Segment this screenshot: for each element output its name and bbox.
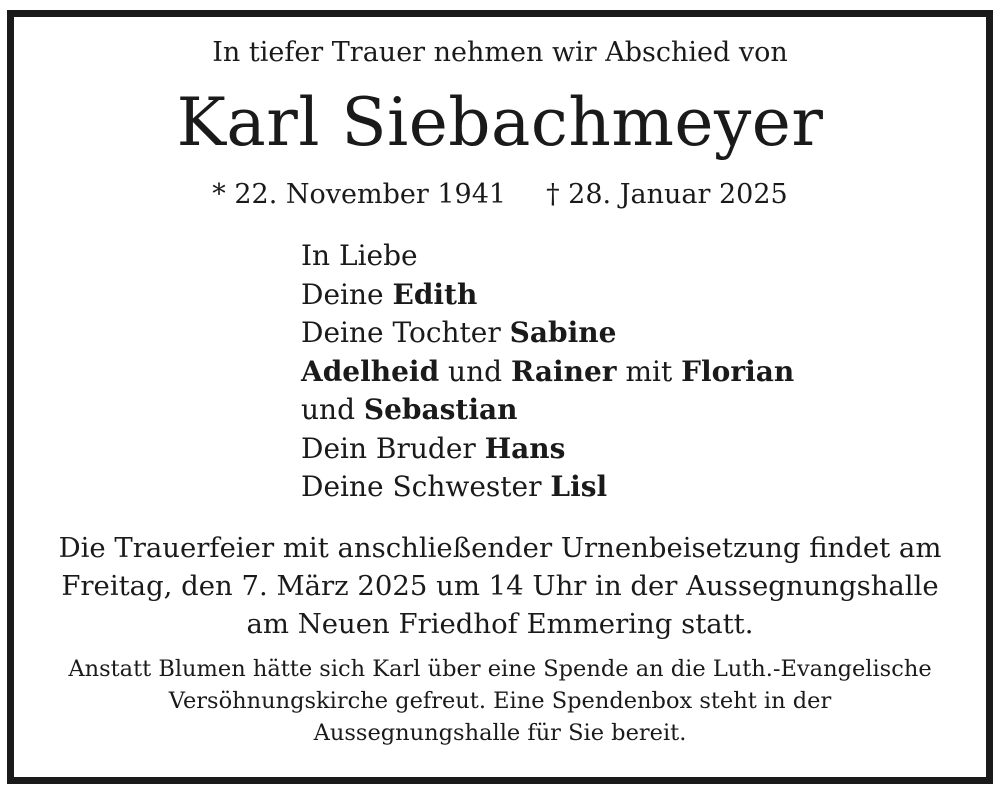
mourners-list — [301, 237, 794, 507]
deceased-name: Karl Siebachmeyer — [176, 84, 824, 161]
mourner-name: Sabine — [509, 316, 617, 349]
mourner-text: Deine Tochter — [301, 316, 510, 349]
mourner-name: Edith — [392, 277, 478, 311]
donation-line: Anstatt Blumen hätte sich Karl über eine Spende an die Luth.-Evangelische — [68, 656, 932, 682]
mourner-line — [301, 468, 794, 507]
donation-note — [14, 653, 986, 749]
mourner-line — [301, 276, 794, 315]
death-date: † 28. Januar 2025 — [546, 179, 788, 210]
mourner-text: und — [301, 393, 364, 426]
mourner-name: Adelheid — [301, 354, 440, 388]
service-line: Freitag, den 7. März 2025 um 14 Uhr in der Aussegnungshalle — [61, 570, 939, 602]
mourner-name: Lisl — [550, 470, 608, 503]
birth-date: * 22. November 1941 — [212, 179, 507, 210]
mourner-line — [301, 391, 794, 430]
mourner-name: Hans — [484, 431, 566, 465]
mourner-name: Sebastian — [363, 393, 518, 426]
mourner-line — [301, 353, 794, 392]
mourner-text: In Liebe — [301, 239, 418, 272]
mourner-name: Florian — [681, 354, 795, 388]
service-info — [14, 529, 986, 643]
service-line: Die Trauerfeier mit anschließender Urnenbeisetzung findet am — [58, 532, 942, 564]
intro-text: In tiefer Trauer nehmen wir Abschied von — [212, 37, 788, 68]
donation-line: Aussegnungshalle für Sie bereit. — [313, 720, 687, 746]
donation-line: Versöhnungskirche gefreut. Eine Spendenbox steht in der — [168, 688, 832, 714]
life-dates — [14, 179, 986, 210]
mourner-text: mit — [616, 354, 682, 388]
mourner-text: und — [439, 354, 511, 388]
mourner-text: Deine Schwester — [301, 470, 551, 503]
service-line: am Neuen Friedhof Emmering statt. — [246, 608, 754, 640]
mourner-text: Deine — [301, 277, 393, 311]
obituary-frame — [7, 10, 993, 784]
mourner-name: Rainer — [510, 354, 617, 388]
mourner-line — [301, 237, 794, 276]
mourner-text: Dein Bruder — [301, 431, 485, 465]
mourner-line — [301, 314, 794, 353]
mourner-line — [301, 430, 794, 469]
